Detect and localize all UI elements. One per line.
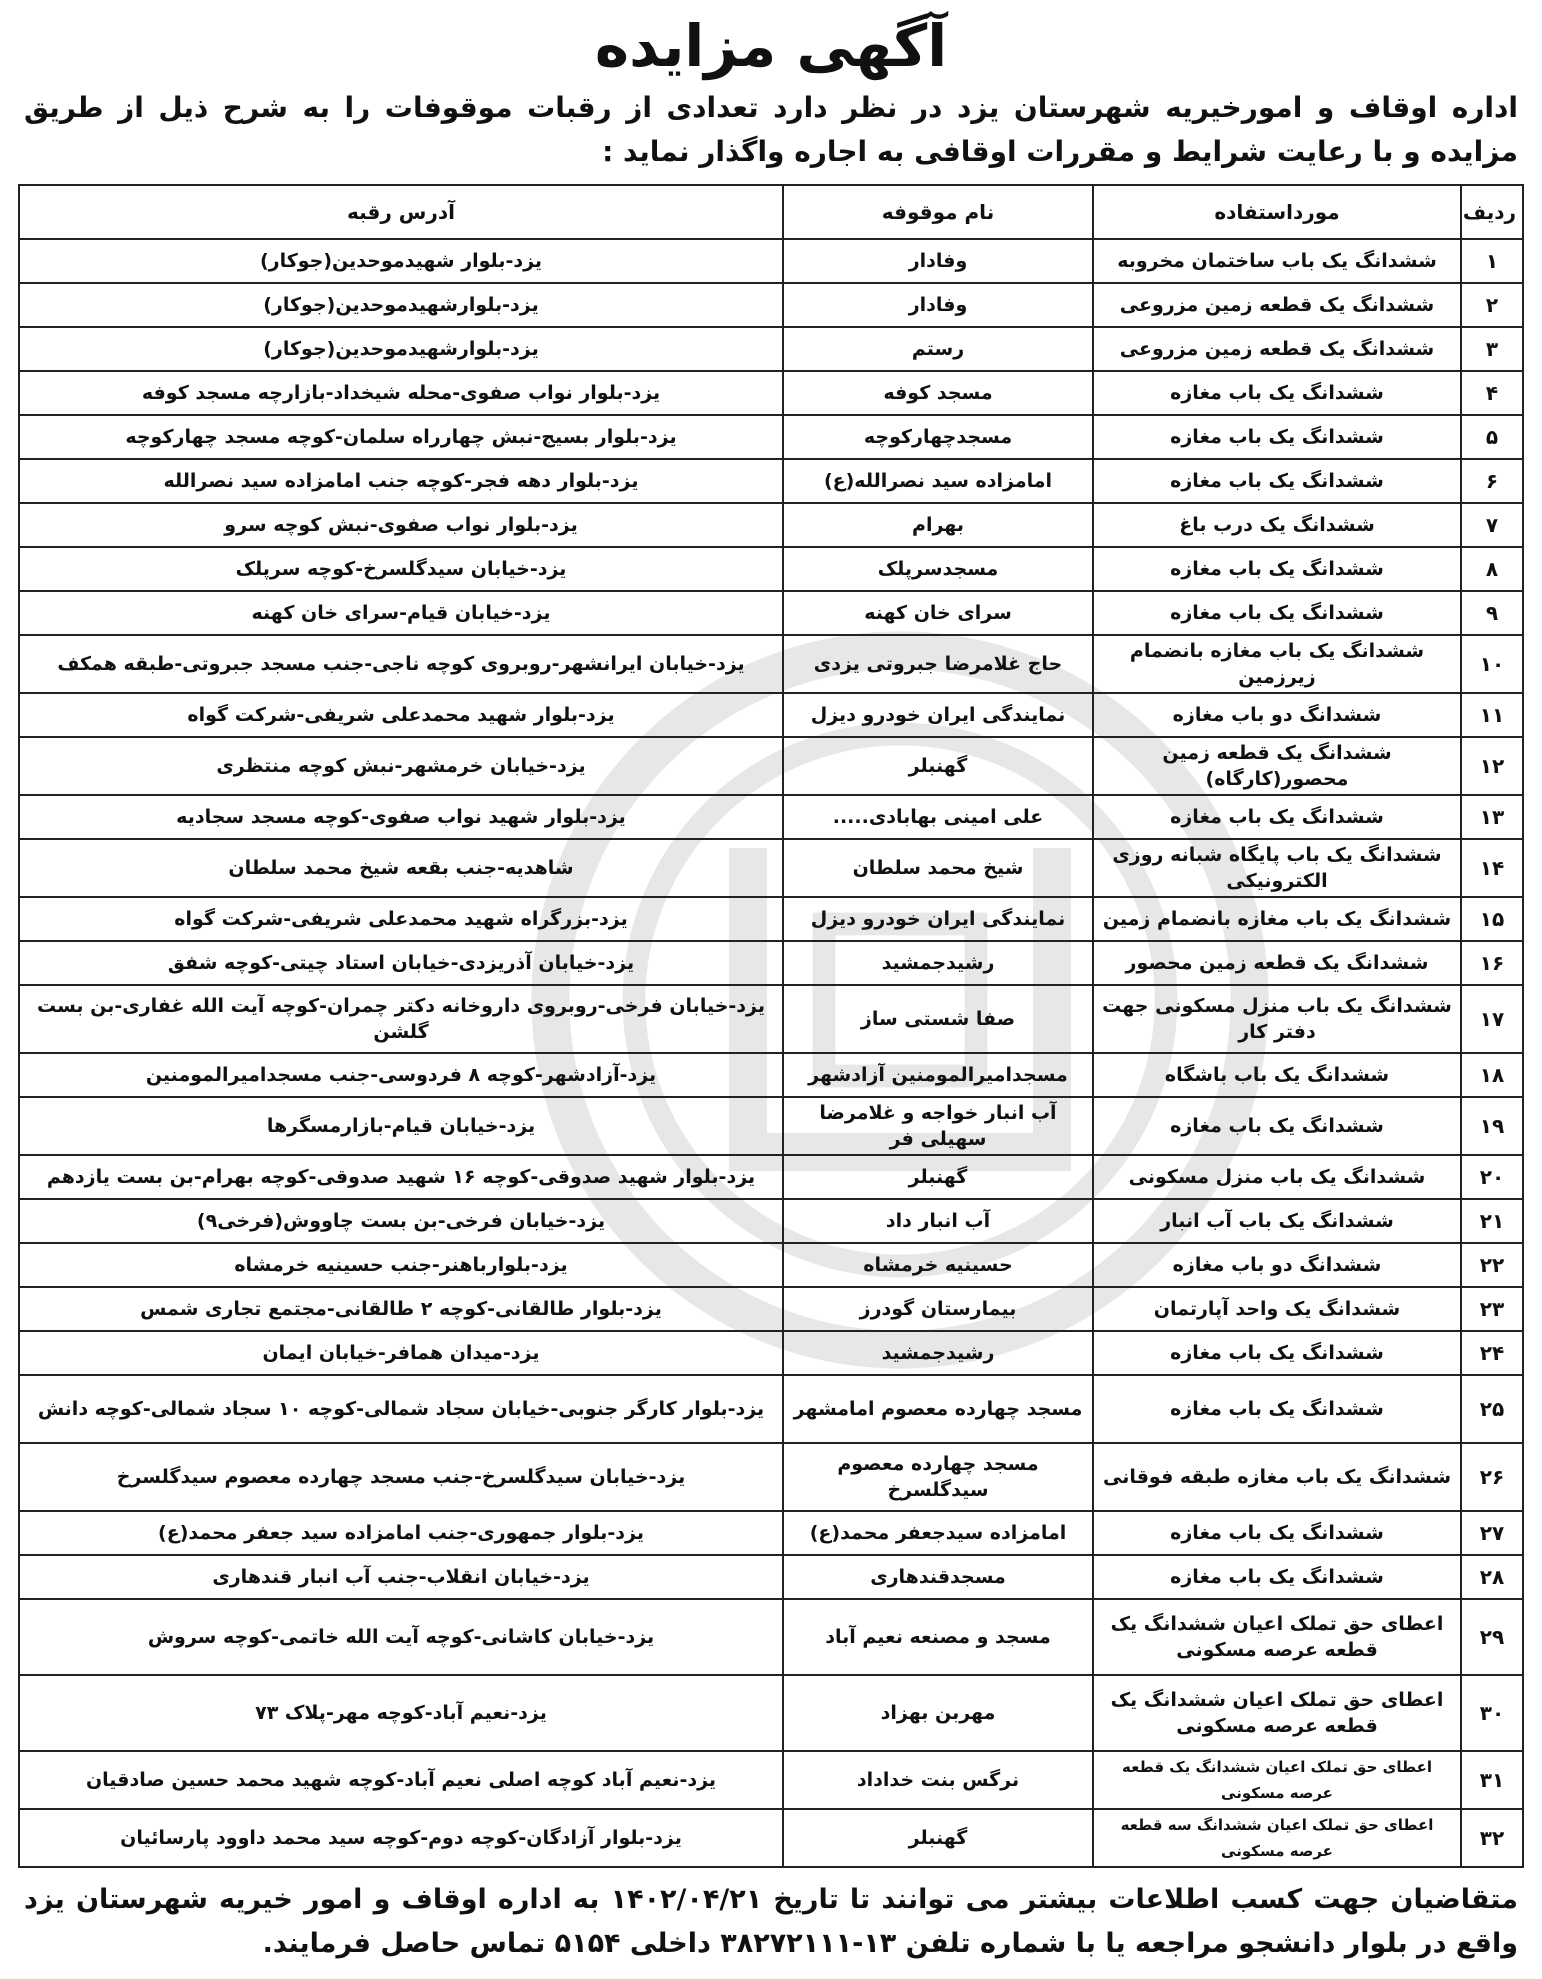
endowment-cell: نمایندگی ایران خودرو دیزل: [783, 693, 1093, 737]
address-cell: یزد-بلوار شهیدموحدین(جوکار): [19, 239, 783, 283]
endowment-cell: مسجدسرپلک: [783, 547, 1093, 591]
endowment-cell: بیمارستان گودرز: [783, 1287, 1093, 1331]
address-cell: یزد-خیابان فرخی-روبروی داروخانه دکتر چمران-کوچه آیت الله غفاری-بن بست گلشن: [19, 985, 783, 1053]
usage-cell: ششدانگ یک باب مغازه: [1093, 1555, 1461, 1599]
row-number: ۵: [1461, 415, 1523, 459]
row-number: ۱۲: [1461, 737, 1523, 795]
row-number: ۳: [1461, 327, 1523, 371]
table-row: [19, 1331, 1523, 1375]
endowment-cell: امامزاده سیدجعفر محمد(ع): [783, 1511, 1093, 1555]
table-row: [19, 897, 1523, 941]
usage-cell: ششدانگ یک قطعه زمین محصور(کارگاه): [1093, 737, 1461, 795]
address-cell: یزد-آزادشهر-کوچه ۸ فردوسی-جنب مسجدامیرالمومنین: [19, 1053, 783, 1097]
row-number: ۱۷: [1461, 985, 1523, 1053]
usage-cell: ششدانگ یک باب پایگاه شبانه روزی الکترونیکی: [1093, 839, 1461, 897]
endowment-cell: صفا شستی ساز: [783, 985, 1093, 1053]
endowment-cell: علی امینی بهابادی.....: [783, 795, 1093, 839]
usage-cell: ششدانگ یک باب منزل مسکونی: [1093, 1155, 1461, 1199]
usage-cell: ششدانگ یک باب باشگاه: [1093, 1053, 1461, 1097]
endowment-cell: مسجد چهارده معصوم امامشهر: [783, 1375, 1093, 1443]
row-number: ۲۹: [1461, 1599, 1523, 1675]
table-row: [19, 1443, 1523, 1511]
address-cell: یزد-میدان همافر-خیابان ایمان: [19, 1331, 783, 1375]
header-endowment: نام موقوفه: [783, 185, 1093, 239]
table-row: [19, 693, 1523, 737]
table-row: [19, 415, 1523, 459]
row-number: ۱۳: [1461, 795, 1523, 839]
address-cell: یزد-نعیم آباد کوچه اصلی نعیم آباد-کوچه شهید محمد حسین صادقیان: [19, 1751, 783, 1809]
endowment-cell: گهنبلر: [783, 737, 1093, 795]
row-number: ۷: [1461, 503, 1523, 547]
row-number: ۳۲: [1461, 1809, 1523, 1867]
table-row: [19, 1809, 1523, 1867]
row-number: ۲۸: [1461, 1555, 1523, 1599]
address-cell: یزد-خیابان خرمشهر-نبش کوچه منتظری: [19, 737, 783, 795]
usage-cell: ششدانگ دو باب مغازه: [1093, 693, 1461, 737]
usage-cell: اعطای حق تملک اعیان ششدانگ یک قطعه عرصه مسکونی: [1093, 1599, 1461, 1675]
endowment-cell: امامزاده سید نصرالله(ع): [783, 459, 1093, 503]
address-cell: یزد-خیابان کاشانی-کوچه آیت الله خاتمی-کوچه سروش: [19, 1599, 783, 1675]
table-row: [19, 985, 1523, 1053]
row-number: ۲۰: [1461, 1155, 1523, 1199]
table-row: [19, 1053, 1523, 1097]
address-cell: یزد-بلوارشهیدموحدین(جوکار): [19, 283, 783, 327]
header-usage: مورداستفاده: [1093, 185, 1461, 239]
row-number: ۲۴: [1461, 1331, 1523, 1375]
endowment-cell: حاج غلامرضا جبروتی یزدی: [783, 635, 1093, 693]
usage-cell: ششدانگ یک واحد آپارتمان: [1093, 1287, 1461, 1331]
address-cell: یزد-بلوار طالقانی-کوچه ۲ طالقانی-مجتمع تجاری شمس: [19, 1287, 783, 1331]
address-cell: یزد-بلوار شهید محمدعلی شریفی-شرکت گواه: [19, 693, 783, 737]
address-cell: یزد-بلوار آزادگان-کوچه دوم-کوچه سید محمد داوود پارسائیان: [19, 1809, 783, 1867]
table-row: [19, 1675, 1523, 1751]
usage-cell: ششدانگ یک قطعه زمین مزروعی: [1093, 283, 1461, 327]
usage-cell: ششدانگ یک باب منزل مسکونی جهت دفتر کار: [1093, 985, 1461, 1053]
address-cell: یزد-بلوار نواب صفوی-نبش کوچه سرو: [19, 503, 783, 547]
usage-cell: ششدانگ یک قطعه زمین مزروعی: [1093, 327, 1461, 371]
address-cell: یزد-بلوار شهید صدوقی-کوچه ۱۶ شهید صدوقی-کوچه بهرام-بن بست یازدهم: [19, 1155, 783, 1199]
table-row: [19, 1751, 1523, 1809]
table-row: [19, 1511, 1523, 1555]
table-row: [19, 795, 1523, 839]
row-number: ۱۸: [1461, 1053, 1523, 1097]
address-cell: یزد-بلوارباهنر-جنب حسینیه خرمشاه: [19, 1243, 783, 1287]
usage-cell: ششدانگ یک باب ساختمان مخروبه: [1093, 239, 1461, 283]
row-number: ۲: [1461, 283, 1523, 327]
properties-table: [18, 184, 1524, 1868]
usage-cell: ششدانگ یک باب مغازه بانضمام زیرزمین: [1093, 635, 1461, 693]
table-row: [19, 371, 1523, 415]
table-row: [19, 1375, 1523, 1443]
table-row: [19, 459, 1523, 503]
header-address: آدرس رقبه: [19, 185, 783, 239]
usage-cell: ششدانگ یک باب مغازه: [1093, 415, 1461, 459]
endowment-cell: نرگس بنت خداداد: [783, 1751, 1093, 1809]
row-number: ۴: [1461, 371, 1523, 415]
endowment-cell: شیخ محمد سلطان: [783, 839, 1093, 897]
notice-intro: اداره اوقاف و امورخیریه شهرستان یزد در نظر دارد تعدادی از رقبات موقوفات را به شرح ذیل از طریق مزایده و با رعایت شرایط و مقررات اوقافی به اجاره واگذار نماید :: [24, 91, 1518, 168]
notice-footer: متقاضیان جهت کسب اطلاعات بیشتر می توانند تا تاریخ ۱۴۰۲/۰۴/۲۱ به اداره اوقاف و امور خیریه شهرستان یزد واقع در بلوار دانشجو مراجعه یا با شماره تلفن ۱۳-۳۸۲۷۲۱۱۱ داخلی ۵۱۵۴ تماس حاصل فرمایند.: [24, 1884, 1519, 1959]
table-row: [19, 1155, 1523, 1199]
address-cell: یزد-بلوار بسیج-نبش چهارراه سلمان-کوچه مسجد چهارکوچه: [19, 415, 783, 459]
row-number: ۱۱: [1461, 693, 1523, 737]
endowment-cell: نمایندگی ایران خودرو دیزل: [783, 897, 1093, 941]
row-number: ۳۱: [1461, 1751, 1523, 1809]
usage-cell: ششدانگ یک باب مغازه: [1093, 371, 1461, 415]
address-cell: یزد-خیابان قیام-سرای خان کهنه: [19, 591, 783, 635]
usage-cell: ششدانگ یک درب باغ: [1093, 503, 1461, 547]
row-number: ۲۱: [1461, 1199, 1523, 1243]
table-row: [19, 591, 1523, 635]
row-number: ۱۶: [1461, 941, 1523, 985]
usage-cell: ششدانگ یک باب مغازه: [1093, 1331, 1461, 1375]
address-cell: یزد-بلوار نواب صفوی-محله شیخداد-بازارچه مسجد کوفه: [19, 371, 783, 415]
table-row: [19, 547, 1523, 591]
usage-cell: ششدانگ یک باب مغازه: [1093, 795, 1461, 839]
address-cell: یزد-بلوار کارگر جنوبی-خیابان سجاد شمالی-کوچه ۱۰ سجاد شمالی-کوچه دانش: [19, 1375, 783, 1443]
notice-title: آگهی مزایده: [594, 12, 948, 80]
usage-cell: ششدانگ یک باب مغازه طبقه فوقانی: [1093, 1443, 1461, 1511]
endowment-cell: بهرام: [783, 503, 1093, 547]
endowment-cell: آب انبار داد: [783, 1199, 1093, 1243]
row-number: ۶: [1461, 459, 1523, 503]
endowment-cell: سرای خان کهنه: [783, 591, 1093, 635]
table-row: [19, 1287, 1523, 1331]
endowment-cell: رستم: [783, 327, 1093, 371]
address-cell: یزد-خیابان سیدگلسرخ-کوچه سرپلک: [19, 547, 783, 591]
usage-cell: ششدانگ یک قطعه زمین محصور: [1093, 941, 1461, 985]
row-number: ۲۷: [1461, 1511, 1523, 1555]
endowment-cell: وفادار: [783, 283, 1093, 327]
table-row: [19, 1555, 1523, 1599]
usage-cell: ششدانگ دو باب مغازه: [1093, 1243, 1461, 1287]
address-cell: یزد-نعیم آباد-کوچه مهر-پلاک ۷۳: [19, 1675, 783, 1751]
address-cell: یزد-بزرگراه شهید محمدعلی شریفی-شرکت گواه: [19, 897, 783, 941]
usage-cell: ششدانگ یک باب مغازه: [1093, 459, 1461, 503]
usage-cell: ششدانگ یک باب مغازه: [1093, 1511, 1461, 1555]
usage-cell: ششدانگ یک باب مغازه بانضمام زمین: [1093, 897, 1461, 941]
address-cell: یزد-بلوار شهید نواب صفوی-کوچه مسجد سجادیه: [19, 795, 783, 839]
usage-cell: ششدانگ یک باب مغازه: [1093, 1375, 1461, 1443]
row-number: ۱۵: [1461, 897, 1523, 941]
row-number: ۸: [1461, 547, 1523, 591]
table-header-row: [19, 185, 1523, 239]
table-row: [19, 941, 1523, 985]
usage-cell: ششدانگ یک باب آب انبار: [1093, 1199, 1461, 1243]
table-row: [19, 1599, 1523, 1675]
address-cell: یزد-خیابان آذریزدی-خیابان استاد چیتی-کوچه شفق: [19, 941, 783, 985]
row-number: ۲۲: [1461, 1243, 1523, 1287]
row-number: ۳۰: [1461, 1675, 1523, 1751]
address-cell: یزد-بلوار دهه فجر-کوچه جنب امامزاده سید نصرالله: [19, 459, 783, 503]
address-cell: یزد-خیابان قیام-بازارمسگرها: [19, 1097, 783, 1155]
table-row: [19, 503, 1523, 547]
endowment-cell: مسجدقندهاری: [783, 1555, 1093, 1599]
usage-cell: اعطای حق تملک اعیان ششدانگ یک قطعه عرصه مسکونی: [1093, 1675, 1461, 1751]
address-cell: یزد-بلوارشهیدموحدین(جوکار): [19, 327, 783, 371]
endowment-cell: آب انبار خواجه و غلامرضا سهیلی فر: [783, 1097, 1093, 1155]
address-cell: یزد-بلوار جمهوری-جنب امامزاده سید جعفر محمد(ع): [19, 1511, 783, 1555]
usage-cell: اعطای حق تملک اعیان ششدانگ سه قطعه عرصه مسکونی: [1093, 1809, 1461, 1867]
row-number: ۲۶: [1461, 1443, 1523, 1511]
address-cell: شاهدیه-جنب بقعه شیخ محمد سلطان: [19, 839, 783, 897]
table-row: [19, 1243, 1523, 1287]
endowment-cell: گهنبلر: [783, 1155, 1093, 1199]
table-row: [19, 1199, 1523, 1243]
row-number: ۱: [1461, 239, 1523, 283]
table-row: [19, 839, 1523, 897]
row-number: ۲۵: [1461, 1375, 1523, 1443]
table-row: [19, 737, 1523, 795]
row-number: ۱۹: [1461, 1097, 1523, 1155]
table-row: [19, 239, 1523, 283]
endowment-cell: مسجد و مصنعه نعیم آباد: [783, 1599, 1093, 1675]
endowment-cell: مهربن بهزاد: [783, 1675, 1093, 1751]
table-row: [19, 635, 1523, 693]
table-row: [19, 283, 1523, 327]
endowment-cell: مسجد کوفه: [783, 371, 1093, 415]
address-cell: یزد-خیابان سیدگلسرخ-جنب مسجد چهارده معصوم سیدگلسرخ: [19, 1443, 783, 1511]
usage-cell: ششدانگ یک باب مغازه: [1093, 591, 1461, 635]
endowment-cell: گهنبلر: [783, 1809, 1093, 1867]
endowment-cell: رشیدجمشید: [783, 1331, 1093, 1375]
row-number: ۱۴: [1461, 839, 1523, 897]
endowment-cell: وفادار: [783, 239, 1093, 283]
endowment-cell: حسینیه خرمشاه: [783, 1243, 1093, 1287]
table-row: [19, 327, 1523, 371]
table-row: [19, 1097, 1523, 1155]
endowment-cell: مسجدامیرالمومنین آزادشهر: [783, 1053, 1093, 1097]
usage-cell: ششدانگ یک باب مغازه: [1093, 547, 1461, 591]
row-number: ۲۳: [1461, 1287, 1523, 1331]
address-cell: یزد-خیابان ایرانشهر-روبروی کوچه ناجی-جنب مسجد جبروتی-طبقه همکف: [19, 635, 783, 693]
endowment-cell: مسجدچهارکوچه: [783, 415, 1093, 459]
address-cell: یزد-خیابان فرخی-بن بست چاووش(فرخی۹): [19, 1199, 783, 1243]
usage-cell: اعطای حق تملک اعیان ششدانگ یک قطعه عرصه مسکونی: [1093, 1751, 1461, 1809]
auction-notice: [18, 0, 1524, 1966]
address-cell: یزد-خیابان انقلاب-جنب آب انبار قندهاری: [19, 1555, 783, 1599]
row-number: ۹: [1461, 591, 1523, 635]
row-number: ۱۰: [1461, 635, 1523, 693]
header-row-number: ردیف: [1461, 185, 1523, 239]
endowment-cell: رشیدجمشید: [783, 941, 1093, 985]
endowment-cell: مسجد چهارده معصوم سیدگلسرخ: [783, 1443, 1093, 1511]
usage-cell: ششدانگ یک باب مغازه: [1093, 1097, 1461, 1155]
